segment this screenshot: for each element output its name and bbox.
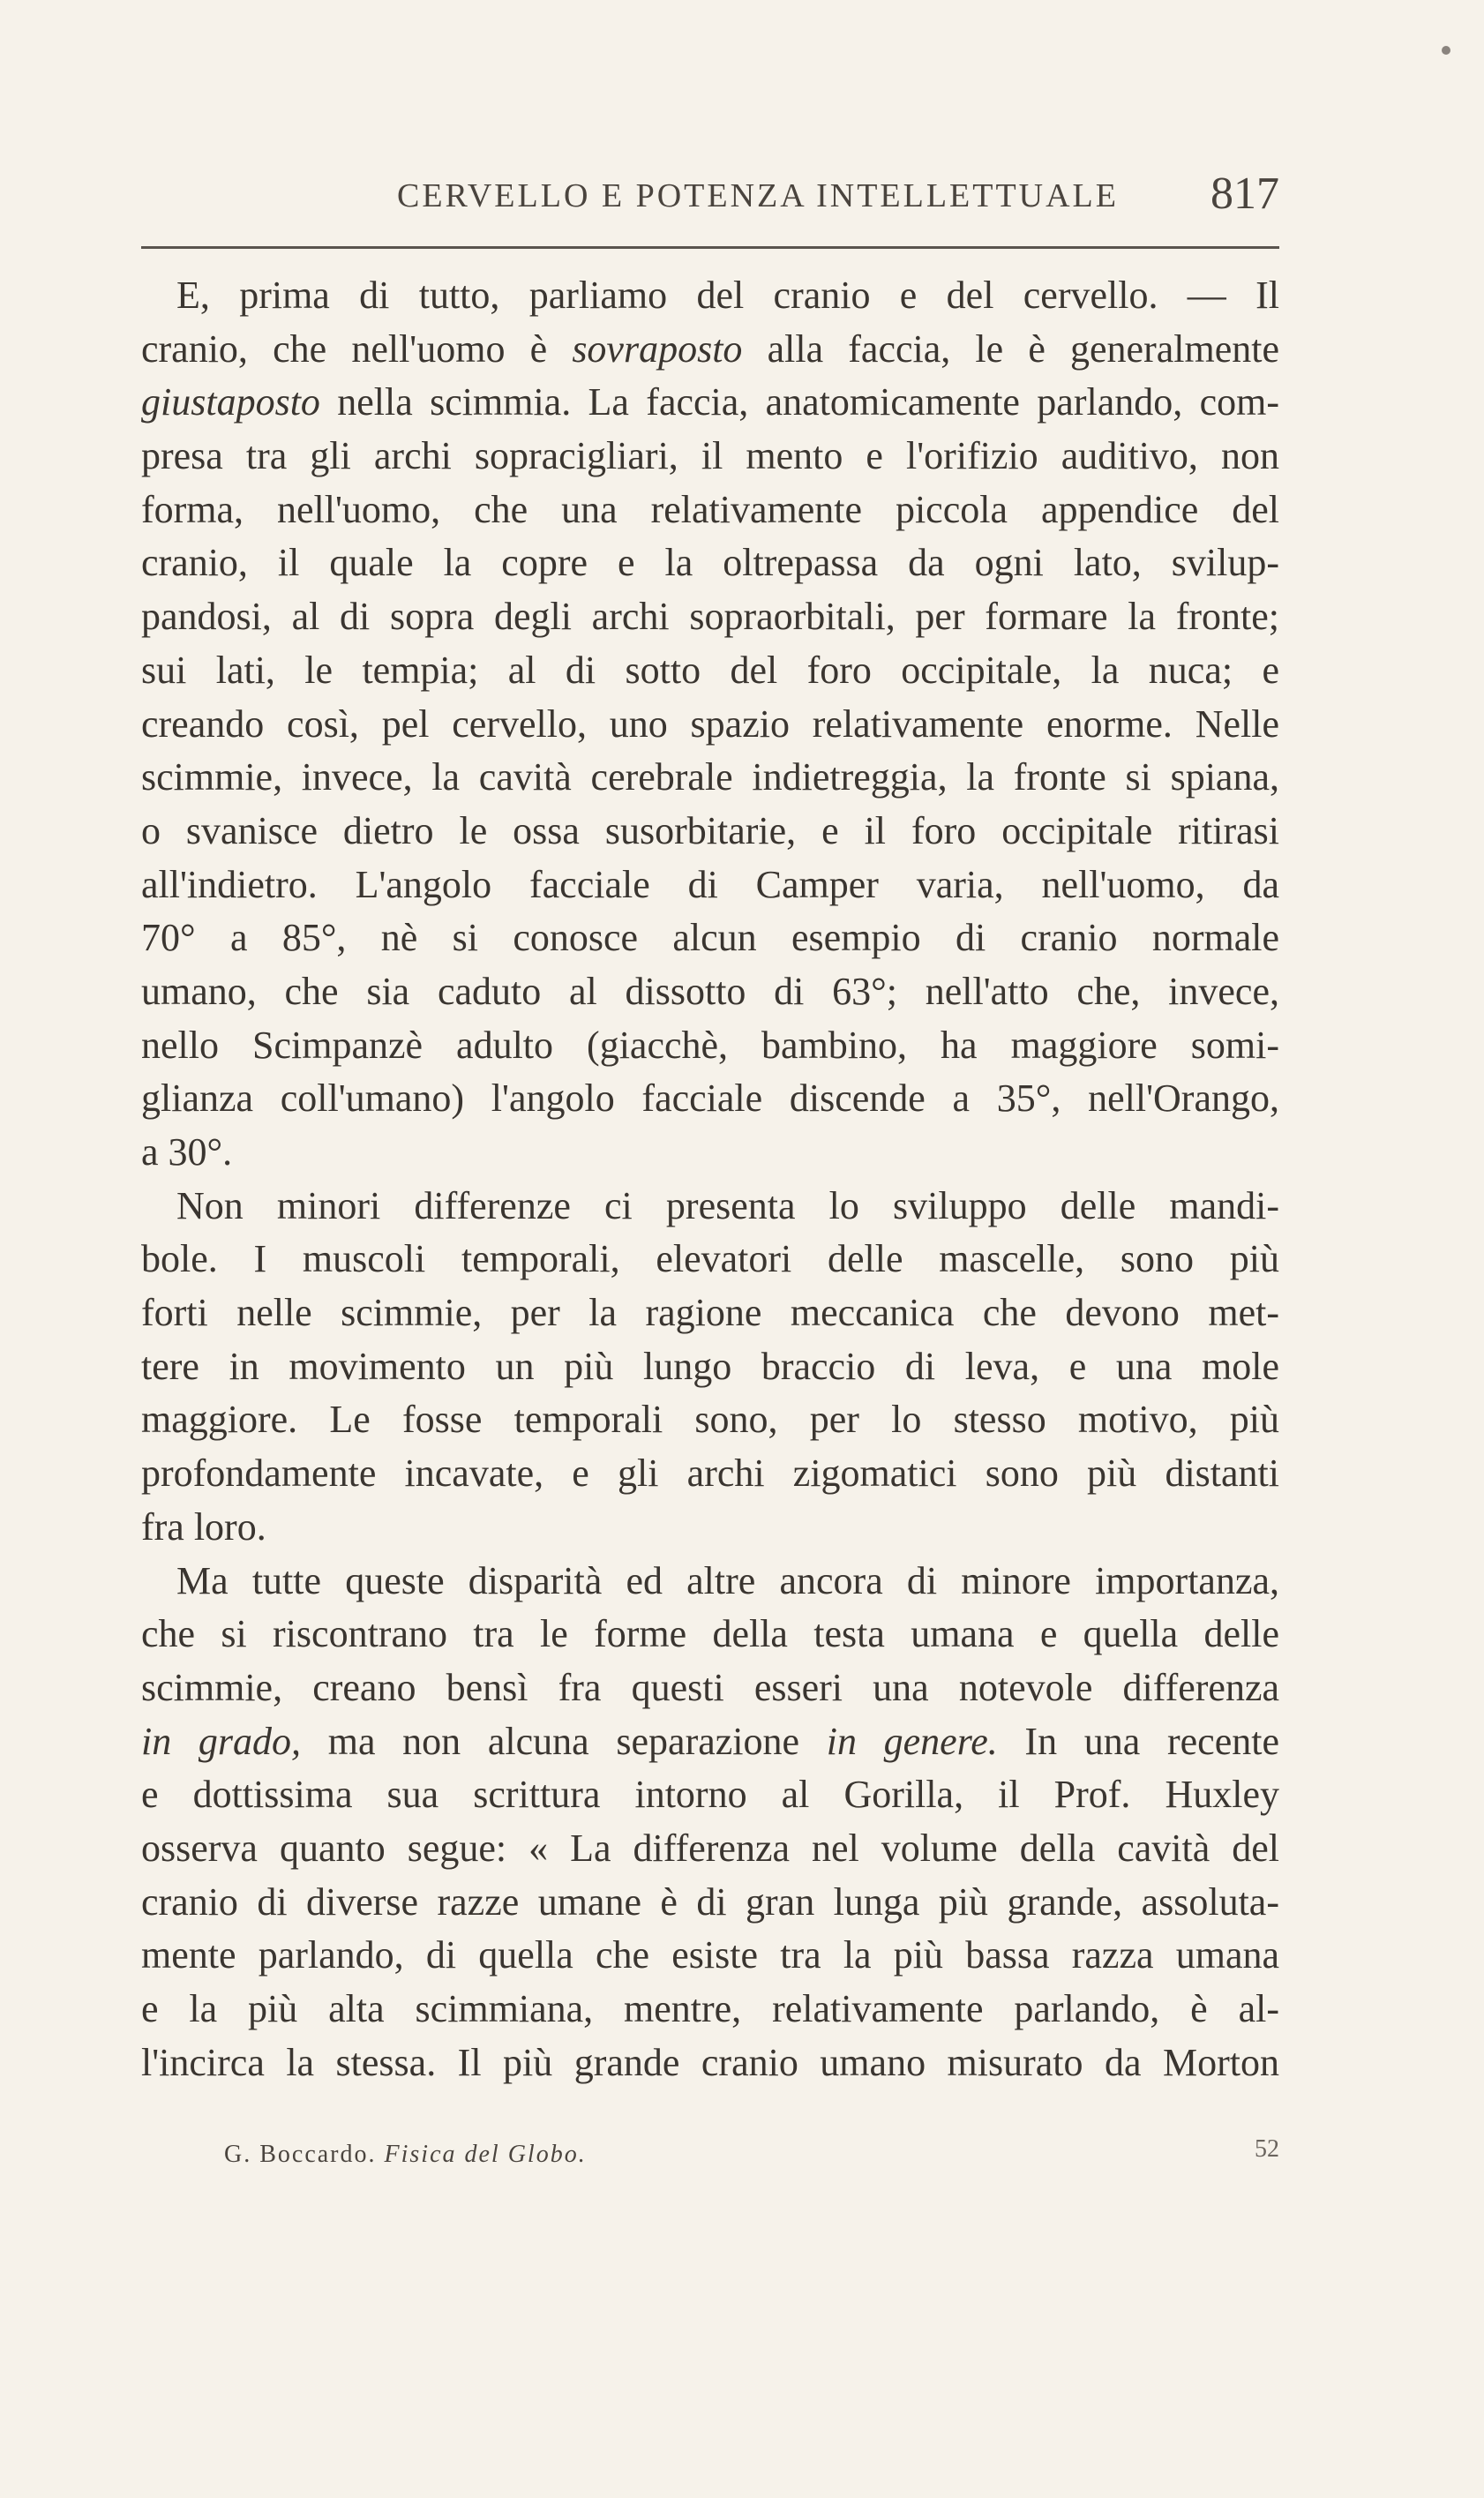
text-line: e la più alta scimmiana, mentre, relativamente parlando, è al- <box>141 1987 1279 2030</box>
text-line: Non minori differenze ci presenta lo sviluppo delle mandi- <box>176 1183 1279 1227</box>
header-rule <box>141 246 1279 249</box>
signature-mark: 52 <box>1255 2135 1279 2163</box>
text-line: a 30°. <box>141 1130 233 1174</box>
text-line: creando così, pel cervello, uno spazio relativamente enorme. Nelle <box>141 701 1279 746</box>
text-line: nello Scimpanzè adulto (giacchè, bambino, ha maggiore somi- <box>141 1023 1279 1067</box>
text-line: forma, nell'uomo, che una relativamente piccola appendice del <box>141 487 1279 531</box>
page-header <box>141 168 1279 229</box>
text-line: tere in movimento un più lungo braccio di leva, e una mole <box>141 1344 1279 1388</box>
text-line: maggiore. Le fosse temporali sono, per lo stesso motivo, più <box>141 1398 1279 1442</box>
footer-author: G. Boccardo. <box>224 2141 377 2168</box>
text-line: fra loro. <box>141 1504 266 1549</box>
text-line: cranio, il quale la copre e la oltrepassa da ogni lato, svilup- <box>141 541 1279 585</box>
text-line: cranio, che nell'uomo è sovraposto alla faccia, le è generalmente <box>141 326 1279 371</box>
text-line: o svanisce dietro le ossa susorbitarie, e il foro occipitale ritirasi <box>141 808 1279 852</box>
text-line: e dottissima sua scrittura intorno al Gorilla, il Prof. Huxley <box>141 1773 1279 1817</box>
running-title: CERVELLO E POTENZA INTELLETTUALE <box>397 177 1119 214</box>
text-line: che si riscontrano tra le forme della testa umana e quella delle <box>141 1612 1279 1656</box>
text-line: mente parlando, di quella che esiste tra la più bassa razza umana <box>141 1933 1279 1977</box>
text-line: bole. I muscoli temporali, elevatori delle mascelle, sono più <box>141 1237 1279 1281</box>
text-line: forti nelle scimmie, per la ragione meccanica che devono met- <box>141 1291 1279 1335</box>
text-line: in grado, ma non alcuna separazione in genere. In una recente <box>141 1719 1279 1763</box>
text-line: glianza coll'umano) l'angolo facciale discende a 35°, nell'Orango, <box>141 1076 1279 1121</box>
page-speck <box>1442 46 1450 55</box>
text-line: presa tra gli archi sopracigliari, il mento e l'orifizio auditivo, non <box>141 434 1279 478</box>
text-line: umano, che sia caduto al dissotto di 63°; nell'atto che, invece, <box>141 969 1279 1013</box>
text-line: all'indietro. L'angolo facciale di Camper varia, nell'uomo, da <box>141 862 1279 906</box>
text-line: pandosi, al di sopra degli archi sopraorbitali, per formare la fronte; <box>141 595 1279 639</box>
text-line: l'incirca la stessa. Il più grande cranio umano misurato da Morton <box>141 2040 1279 2084</box>
text-line: profondamente incavate, e gli archi zigomatici sono più distanti <box>141 1452 1279 1496</box>
text-line: sui lati, le tempia; al di sotto del foro occipitale, la nuca; e <box>141 648 1279 692</box>
text-line: scimmie, creano bensì fra questi esseri una notevole differenza <box>141 1665 1279 1709</box>
page-number: 817 <box>1210 169 1279 219</box>
text-line: osserva quanto segue: « La differenza nel volume della cavità del <box>141 1826 1279 1870</box>
text-line: Ma tutte queste disparità ed altre ancora di minore importanza, <box>176 1558 1279 1602</box>
text-line: giustaposto nella scimmia. La faccia, anatomicamente parlando, com- <box>141 380 1279 424</box>
text-line: E, prima di tutto, parliamo del cranio e del cervello. — Il <box>176 274 1279 317</box>
text-line: 70° a 85°, nè si conosce alcun esempio di cranio normale <box>141 916 1279 960</box>
page-footer <box>141 2135 1279 2179</box>
footer-work-title: Fisica del Globo. <box>384 2141 587 2168</box>
footer-signature <box>224 2141 587 2169</box>
text-line: cranio di diverse razze umane è di gran lunga più grande, assoluta- <box>141 1879 1279 1924</box>
text-line: scimmie, invece, la cavità cerebrale indietreggia, la fronte si spiana, <box>141 755 1279 799</box>
body-text <box>141 269 1279 2089</box>
